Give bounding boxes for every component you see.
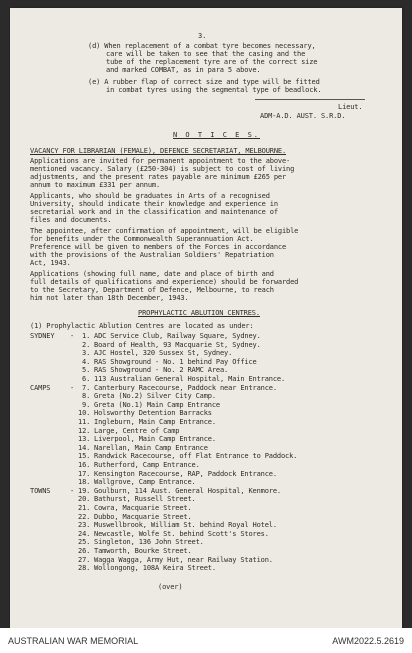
location-text: Wagga Wagga, Army Hut, near Railway Station. xyxy=(94,555,273,564)
signature-rank: Lieut. xyxy=(338,103,363,111)
location-number: 9. xyxy=(82,400,91,409)
vacancy-p4-line-2: full details of qualifications and experience) should be forwarded xyxy=(30,278,299,286)
location-number: 20. xyxy=(78,495,91,504)
vacancy-p3-line-4: with the provisions of the Australian Soldiers' Repatriation xyxy=(30,251,274,259)
location-text: Canterbury Racecourse, Paddock near Entrance. xyxy=(94,383,277,392)
vacancy-p2-line-3: secretarial work and in the classification and maintenance of xyxy=(30,208,278,216)
location-number: 8. xyxy=(82,392,91,401)
para-e-line-2: in combat tyres using the segmental type of beadlock. xyxy=(106,86,322,94)
notices-heading: N O T I C E S. xyxy=(173,131,261,139)
location-text: Muswellbrook, William St. behind Royal Hotel. xyxy=(94,521,277,530)
location-text: Large, Centre of Camp xyxy=(94,426,180,435)
location-text: Randwick Racecourse, off Flat Entrance to Paddock. xyxy=(94,452,298,461)
vacancy-p3-line-3: Preference will be given to members of the Forces in accordance xyxy=(30,243,287,251)
vacancy-p1-line-4: annum to maximum £331 per annum. xyxy=(30,181,161,189)
location-group-label: CAMPS xyxy=(30,383,51,392)
vacancy-p2-line-1: Applicants, who should be graduates in Arts of a recognised xyxy=(30,192,270,200)
vacancy-p3-line-1: The appointee, after confirmation of appointment, will be eligible xyxy=(30,227,299,235)
location-text: Wallgrove, Camp Entrance. xyxy=(94,478,196,487)
para-d-line-2: care will be taken to see that the casing and the xyxy=(106,50,306,58)
location-number: 13. xyxy=(78,435,91,444)
location-group-dash: - xyxy=(70,486,75,495)
vacancy-p3-line-5: Act, 1943. xyxy=(30,259,71,267)
location-number: 24. xyxy=(78,529,91,538)
location-number: 5. xyxy=(82,366,91,375)
footer-bar xyxy=(0,628,412,653)
location-number: 10. xyxy=(78,409,91,418)
location-text: Holsworthy Detention Barracks xyxy=(94,409,212,418)
signature-title: ADM-A.D. AUST. S.R.D. xyxy=(260,112,346,120)
over-note: (over) xyxy=(158,583,183,591)
location-text: Narellan, Main Camp Entrance xyxy=(94,443,208,452)
location-text: Ingleburn, Main Camp Entrance. xyxy=(94,418,216,426)
location-number: 6. xyxy=(82,375,91,383)
location-number: 19. xyxy=(78,486,91,495)
para-d-line-1: (d) When replacement of a combat tyre becomes necessary, xyxy=(88,42,316,50)
location-text: Singleton, 136 John Street. xyxy=(94,538,204,547)
vacancy-p4-line-3: to the Secretary, Department of Defence, Melbourne, to reach xyxy=(30,286,274,294)
para-d-line-3: tube of the replacement tyre are of the correct size xyxy=(106,58,318,66)
location-text: Rutherford, Camp Entrance. xyxy=(94,461,200,469)
location-text: Tamworth, Bourke Street. xyxy=(94,547,192,555)
vacancy-p1-line-3: adjustments, and the present rates payable are minimum £265 per xyxy=(30,173,287,181)
location-text: Bathurst, Russell Street. xyxy=(94,495,196,504)
location-number: 18. xyxy=(78,478,91,487)
location-group-label: TOWNS xyxy=(30,486,51,495)
location-number: 12. xyxy=(78,426,91,435)
location-number: 15. xyxy=(78,452,91,461)
location-text: Newcastle, Wolfe St. behind Scott's Stores. xyxy=(94,529,269,538)
location-text: Greta (No.1) Main Camp Entrance xyxy=(94,400,220,409)
location-group-dash: - xyxy=(70,332,75,340)
location-text: Goulburn, 114 Aust. General Hospital, Kenmore. xyxy=(94,486,281,495)
location-text: Wollongong, 108A Keira Street. xyxy=(94,564,216,573)
location-text: RAS Showground - No. 2 RAMC Area. xyxy=(94,366,229,375)
vacancy-p3-line-2: for benefits under the Commonwealth Superannuation Act. xyxy=(30,235,254,243)
location-text: Kensington Racecourse, RAP, Paddock Entrance. xyxy=(94,469,277,478)
vacancy-heading: VACANCY FOR LIBRARIAN (FEMALE), DEFENCE SECRETARIAT, MELBOURNE. xyxy=(30,147,287,155)
location-number: 21. xyxy=(78,504,91,512)
location-text: 113 Australian General Hospital, Main Entrance. xyxy=(94,375,286,383)
vacancy-p1-line-1: Applications are invited for permanent appointment to the above- xyxy=(30,157,291,165)
location-text: Board of Health, 93 Macquarie St, Sydney. xyxy=(94,340,261,349)
footer-record-id: AWM2022.5.2619 xyxy=(332,636,404,646)
location-number: 14. xyxy=(78,443,91,452)
location-text: ADC Service Club, Railway Square, Sydney. xyxy=(94,332,261,340)
location-group-label: SYDNEY xyxy=(30,332,55,340)
location-number: 2. xyxy=(82,340,91,349)
vacancy-p4-line-4: him not later than 18th December, 1943. xyxy=(30,294,189,302)
para-d-line-4: and marked COMBAT, as in para 5 above. xyxy=(106,66,261,74)
location-text: Dubbo, Macquarie Street. xyxy=(94,512,192,521)
document-page xyxy=(10,8,402,628)
vacancy-p2-line-2: University, should indicate their knowledge and experience in xyxy=(30,200,278,208)
location-number: 25. xyxy=(78,538,91,547)
location-number: 3. xyxy=(82,349,91,358)
location-text: Greta (No.2) Silver City Camp. xyxy=(94,392,216,401)
location-number: 16. xyxy=(78,461,91,469)
footer-institution: AUSTRALIAN WAR MEMORIAL xyxy=(8,636,139,646)
location-number: 22. xyxy=(78,512,91,521)
location-number: 1. xyxy=(82,332,91,340)
ablution-intro: (1) Prophylactic Ablution Centres are located as under: xyxy=(30,322,254,330)
location-number: 28. xyxy=(78,564,91,573)
location-number: 4. xyxy=(82,357,91,366)
page-number: 3. xyxy=(198,32,207,40)
vacancy-p2-line-4: files and documents. xyxy=(30,216,112,224)
location-text: Cowra, Macquarie Street. xyxy=(94,504,192,512)
location-number: 23. xyxy=(78,521,91,530)
vacancy-p4-line-1: Applications (showing full name, date and place of birth and xyxy=(30,270,274,278)
location-text: AJC Hostel, 320 Sussex St, Sydney. xyxy=(94,349,233,358)
signature-line xyxy=(255,99,365,100)
vacancy-p1-line-2: mentioned vacancy. Salary (£250-304) is subject to cost of living xyxy=(30,165,295,173)
location-number: 26. xyxy=(78,547,91,555)
location-number: 11. xyxy=(78,418,91,426)
location-number: 17. xyxy=(78,469,91,478)
para-e-line-1: (e) A rubber flap of correct size and type will be fitted xyxy=(88,78,320,86)
location-group-dash: - xyxy=(70,383,75,392)
ablution-heading: PROPHYLACTIC ABLUTION CENTRES. xyxy=(138,309,260,317)
location-text: Liverpool, Main Camp Entrance. xyxy=(94,435,216,444)
location-number: 27. xyxy=(78,555,91,564)
location-number: 7. xyxy=(82,383,91,392)
location-text: RAS Showground - No. 1 behind Pay Office xyxy=(94,357,257,366)
